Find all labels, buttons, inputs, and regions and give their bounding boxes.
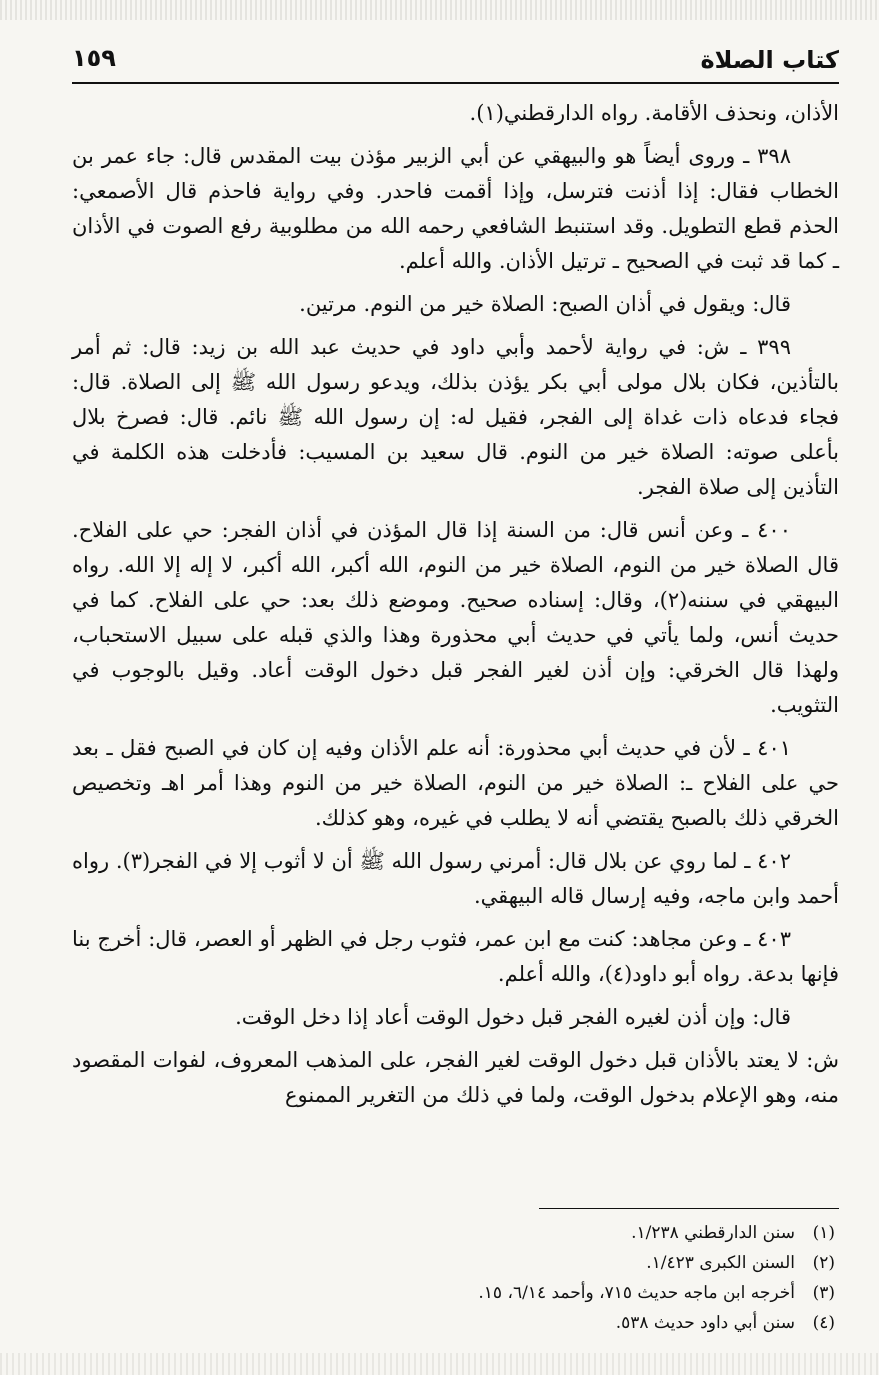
paragraph: ٤٠١ ـ لأن في حديث أبي محذورة: أنه علم الأذان وفيه إن كان في الصبح فقل ـ بعد حي على الفلاح ـ: الصلاة خير من النوم، الصلاة خير من النوم وهذا أمر اهـ وتخصيص الخرقي ذلك بالصبح يقتضي أنه لا يطلب في غيره، وهو كذلك. bbox=[72, 736, 839, 830]
footnote-number: (٤) bbox=[812, 1313, 835, 1333]
footnote-text: السنن الكبرى ١/٤٢٣. bbox=[646, 1253, 795, 1273]
footnote-text: سنن أبي داود حديث ٥٣٨. bbox=[615, 1313, 795, 1333]
paragraph: ش: لا يعتد بالأذان قبل دخول الوقت لغير الفجر، على المذهب المعروف، لفوات المقصود منه، وهو الإعلام بدخول الوقت، ولما في ذلك من التغرير الممنوع bbox=[72, 1048, 839, 1107]
page-header bbox=[72, 40, 839, 84]
footnote-number: (٣) bbox=[812, 1283, 835, 1303]
footnote bbox=[72, 1218, 835, 1248]
scan-edge-bottom bbox=[0, 1353, 879, 1375]
page-number: ١٥٩ bbox=[72, 44, 116, 72]
footnote bbox=[72, 1248, 835, 1278]
paragraph: قال: وإن أذن لغيره الفجر قبل دخول الوقت أعاد إذا دخل الوقت. bbox=[235, 1005, 791, 1029]
footnote-number: (٢) bbox=[812, 1253, 835, 1273]
paragraph: قال: ويقول في أذان الصبح: الصلاة خير من النوم. مرتين. bbox=[299, 292, 791, 316]
running-title: كتاب الصلاة bbox=[700, 46, 839, 74]
paragraph: ٣٩٩ ـ ش: في رواية لأحمد وأبي داود في حديث عبد الله بن زيد: قال: ثم أمر بالتأذين، فكان بلال مولى أبي بكر يؤذن بذلك، ويدعو رسول الله ﷺ إلى الصلاة. قال: فجاء فدعاه ذات غداة إلى الفجر، فقيل له: إن رسول الله ﷺ نائم. قال: فصرخ بلال بأعلى صوته: الصلاة خير من النوم. قال سعيد بن المسيب: فأدخلت هذه الكلمة في التأذين إلى صلاة الفجر. bbox=[72, 335, 839, 499]
paragraph: ٤٠٣ ـ وعن مجاهد: كنت مع ابن عمر، فثوب رجل في الظهر أو العصر، قال: أخرج بنا فإنها بدعة. رواه أبو داود(٤)، والله أعلم. bbox=[72, 927, 839, 986]
footnote-text: أخرجه ابن ماجه حديث ٧١٥، وأحمد ٦/١٤، ١٥. bbox=[478, 1283, 795, 1303]
footnote bbox=[72, 1308, 835, 1338]
footnote-text: سنن الدارقطني ١/٢٣٨. bbox=[631, 1223, 795, 1243]
footnote-number: (١) bbox=[812, 1223, 835, 1243]
footnotes bbox=[72, 1218, 835, 1338]
paragraph: ٣٩٨ ـ وروى أيضاً هو والبيهقي عن أبي الزبير مؤذن بيت المقدس قال: جاء عمر بن الخطاب فقال: إذا أذنت فترسل، وإذا أقمت فاحدر. وفي رواية فاحذم قال الأصمعي: الحذم قطع التطويل. وقد استنبط الشافعي رحمه الله من مطلوبية رفع الصوت في الأذان ـ كما قد ثبت في الصحيح ـ ترتيل الأذان. والله أعلم. bbox=[72, 144, 839, 273]
paragraph: ٤٠٠ ـ وعن أنس قال: من السنة إذا قال المؤذن في أذان الفجر: حي على الفلاح. قال الصلاة خير من النوم، الصلاة خير من النوم، الله أكبر، الله أكبر، لا إله إلا الله. رواه البيهقي في سننه(٢)، وقال: إسناده صحيح. وموضع ذلك بعد: حي على الفلاح. كما في حديث أنس، ولما يأتي في حديث أبي محذورة وهذا والذي قبله على سبيل الاستحباب، ولهذا قال الخرقي: وإن أذن لغير الفجر قبل دخول الوقت أعاد. وقيل بالوجوب في التثويب. bbox=[72, 518, 839, 717]
paragraph: الأذان، ونحذف الأقامة. رواه الدارقطني(١). bbox=[469, 101, 839, 125]
paragraph: ٤٠٢ ـ لما روي عن بلال قال: أمرني رسول الله ﷺ أن لا أثوب إلا في الفجر(٣). رواه أحمد وابن ماجه، وفيه إرسال قاله البيهقي. bbox=[72, 849, 839, 908]
scan-edge-top bbox=[0, 0, 879, 20]
footnote bbox=[72, 1278, 835, 1308]
main-text bbox=[72, 96, 839, 1121]
footnote-divider bbox=[539, 1208, 839, 1209]
